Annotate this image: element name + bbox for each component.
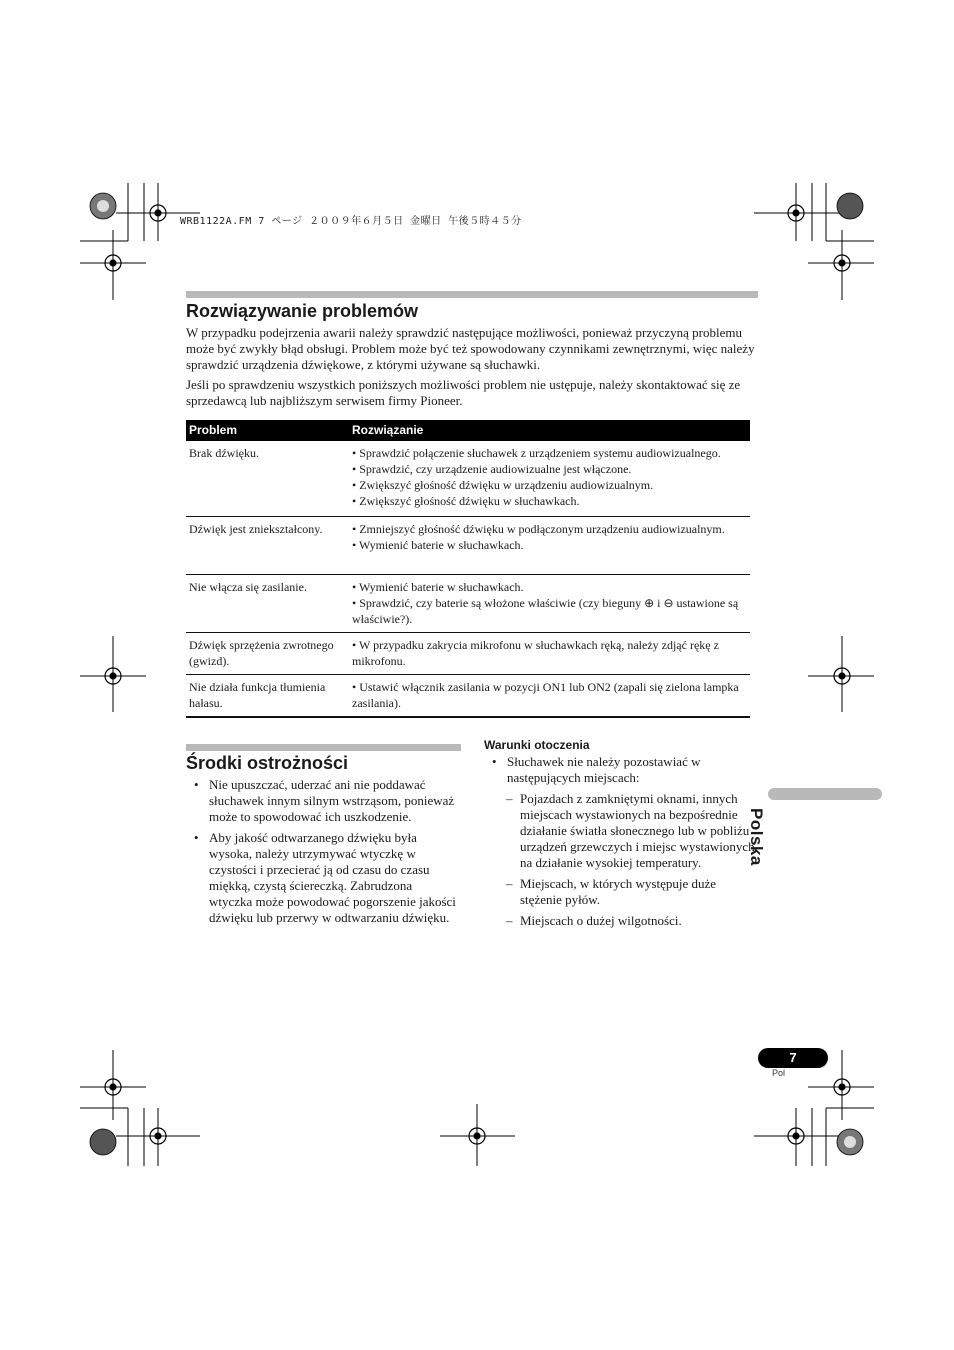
solution-line: • W przypadku zakrycia mikrofonu w słuchawkach ręką, należy zdjąć rękę z mikrofonu.: [352, 638, 719, 668]
sub-item-text: Miejscach o dużej wilgotności.: [520, 913, 682, 928]
section-bar: [186, 744, 461, 751]
solution-line: • Wymienić baterie w słuchawkach.: [352, 580, 524, 594]
problem-cell: Dźwięk sprzężenia zwrotnego (gwizd).: [189, 638, 334, 668]
section-bar: [186, 291, 758, 298]
solution-line: • Zwiększyć głośność dźwięku w słuchawkach.: [352, 494, 580, 508]
table-row: [186, 633, 750, 675]
troubleshooting-table: [186, 420, 750, 718]
solution-line: • Ustawić włącznik zasilania w pozycji ON1 lub ON2 (zapali się zielona lampka zasilania).: [352, 680, 739, 710]
solution-line: • Wymienić baterie w słuchawkach.: [352, 538, 524, 552]
environment-list: [484, 754, 759, 934]
column-header: Rozwiązanie: [352, 423, 424, 437]
table-row: [186, 517, 750, 575]
problem-cell: Nie działa funkcja tłumienia hałasu.: [189, 680, 326, 710]
problem-cell: Nie włącza się zasilanie.: [189, 580, 307, 594]
intro-paragraph: W przypadku podejrzenia awarii należy sprawdzić następujące możliwości, ponieważ przyczyną problemu może być zwykły błąd obsługi. Problem może być też spowodowany czynnikami zewnętrznymi, więc należy sprawdzić urządzenia dźwiękowe, z którymi używane są słuchawki.: [186, 325, 755, 372]
precautions-list: [186, 777, 458, 931]
table-header: [186, 420, 750, 441]
list-item: • Nie upuszczać, uderzać ani nie poddawać słuchawek innym silnym wstrząsom, ponieważ może to spowodować ich uszkodzenie.: [194, 777, 455, 824]
page-language-code: Pol: [772, 1068, 786, 1078]
list-item-text: Aby jakość odtwarzanego dźwięku była wysoka, należy utrzymywać wtyczkę w czystości i przecierać ją od czasu do czasu miękką, czystą ściereczką. Zabrudzona wtyczka może powodować pogorszenie jakości dźwięku lub przerwy w odtwarzaniu dźwięku.: [209, 830, 456, 925]
solution-cell: [352, 521, 750, 553]
intro-paragraph: Jeśli po sprawdzeniu wszystkich poniższych możliwości problem nie ustępuje, należy skontaktować się ze sprzedawcą lub najbliższym serwisem firmy Pioneer.: [186, 377, 741, 408]
sub-list-item: – Pojazdach z zamkniętymi oknami, innych miejscach wystawionych na bezpośrednie działanie światła słonecznego lub w pobliżu urządzeń grzewczych i miejsc wystawionych na działanie wysokiej temperatury.: [506, 791, 755, 870]
solution-cell: [352, 445, 750, 509]
subsection-title-environment: Warunki otoczenia: [484, 738, 590, 752]
section-title-precautions: Środki ostrożności: [186, 753, 349, 773]
language-label: Polska: [747, 808, 766, 866]
solution-line: • Sprawdzić, czy baterie są włożone właściwie (czy bieguny ⊕ i ⊖ ustawione są właściwie?).: [352, 596, 739, 626]
table-row: [186, 575, 750, 633]
solution-line: • Sprawdzić, czy urządzenie audiowizualne jest włączone.: [352, 462, 632, 476]
sub-list-item: – Miejscach, w których występuje duże stężenie pyłów.: [506, 876, 717, 907]
list-item: • Słuchawek nie należy pozostawiać w następujących miejscach:: [492, 754, 701, 785]
table-row: [186, 675, 750, 718]
list-item-text: Nie upuszczać, uderzać ani nie poddawać słuchawek innym silnym wstrząsom, ponieważ może to spowodować ich uszkodzenie.: [209, 777, 455, 824]
solution-cell: [352, 637, 750, 669]
intro-text: [186, 325, 758, 413]
solution-line: • Zwiększyć głośność dźwięku w urządzeniu audiowizualnym.: [352, 478, 654, 492]
page-number: 7: [758, 1048, 828, 1068]
section-title-troubleshooting: Rozwiązywanie problemów: [186, 301, 419, 321]
solution-line: • Sprawdzić połączenie słuchawek z urządzeniem systemu audiowizualnego.: [352, 446, 721, 460]
column-header: Problem: [189, 423, 238, 437]
problem-cell: Brak dźwięku.: [189, 446, 259, 460]
solution-cell: [352, 579, 750, 627]
language-tab-bar: [768, 788, 882, 800]
list-item-text: Słuchawek nie należy pozostawiać w następujących miejscach:: [507, 754, 701, 785]
table-row: [186, 441, 750, 517]
sub-item-text: Miejscach, w których występuje duże stężenie pyłów.: [520, 876, 717, 907]
language-tab: [747, 808, 804, 898]
list-item: • Aby jakość odtwarzanego dźwięku była wysoka, należy utrzymywać wtyczkę w czystości i przecierać ją od czasu do czasu miękką, czystą ściereczką. Zabrudzona wtyczka może powodować pogorszenie jakości dźwięku lub przerwy w odtwarzaniu dźwięku.: [194, 830, 456, 925]
sub-list-item: – Miejscach o dużej wilgotności.: [506, 913, 682, 928]
problem-cell: Dźwięk jest zniekształcony.: [189, 522, 323, 536]
solution-line: • Zmniejszyć głośność dźwięku w podłączonym urządzeniu audiowizualnym.: [352, 522, 725, 536]
print-header-line: WRB1122A.FM 7 ページ ２００９年６月５日 金曜日 午後５時４５分: [180, 216, 522, 227]
solution-cell: [352, 679, 750, 711]
sub-item-text: Pojazdach z zamkniętymi oknami, innych miejscach wystawionych na bezpośrednie działanie światła słonecznego lub w pobliżu urządzeń grzewczych i miejsc wystawionych na działanie wysokiej temperatury.: [520, 791, 755, 870]
